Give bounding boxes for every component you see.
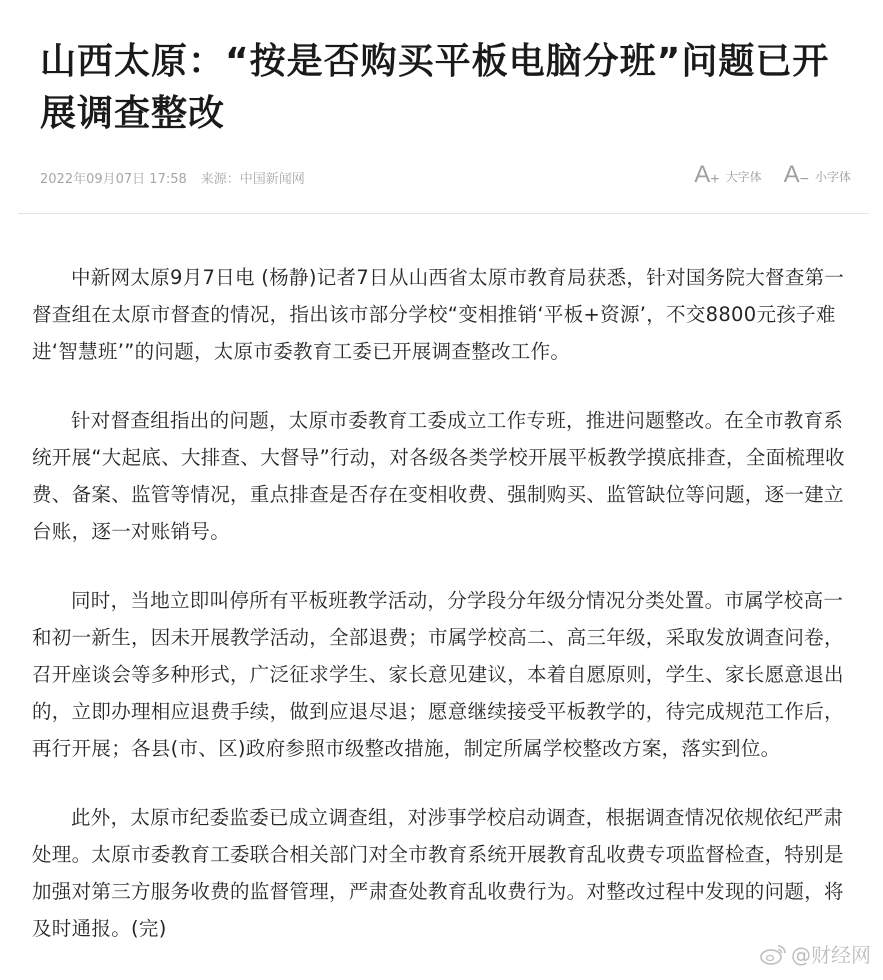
small-font-button[interactable]: [784, 163, 851, 190]
watermark-text: @财经网: [791, 943, 871, 967]
paragraph: 此外，太原市纪委监委已成立调查组，对涉事学校启动调查，根据调查情况依规依纪严肃处理。太原市委教育工委联合相关部门对全市教育系统开展教育乱收费专项监督检查，特别是加强对第三方服务收费的监督管理，严肃查处教育乱收费行为。对整改过程中发现的问题，将及时通报。(完): [32, 806, 844, 940]
weibo-icon: [759, 943, 787, 965]
watermark: [759, 939, 871, 968]
font-decrease-icon: $A_-$: [783, 161, 809, 188]
large-font-button[interactable]: [694, 163, 761, 190]
font-size-controls: [694, 163, 851, 190]
font-increase-icon: $A_+$: [694, 161, 720, 188]
small-font-label: 小字体: [814, 170, 851, 184]
article-body: [32, 259, 858, 979]
source-label: 来源：中国新闻网: [200, 172, 305, 187]
article-meta: [40, 168, 305, 187]
paragraph: 同时，当地立即叫停所有平板班教学活动，分学段分年级分情况分类处置。市属学校高一和初一新生，因未开展教学活动，全部退费；市属学校高二、高三年级，采取发放调查问卷，召开座谈会等多种形式，广泛征求学生、家长意见建议，本着自愿原则，学生、家长愿意退出的，立即办理相应退费手续，做到应退尽退；愿意继续接受平板教学的，待完成规范工作后，再行开展；各县(市、区)政府参照市级整改措施，制定所属学校整改方案，落实到位。: [32, 589, 844, 760]
paragraph: 中新网太原9月7日电 (杨静)记者7日从山西省太原市教育局获悉，针对国务院大督查第一督查组在太原市督查的情况，指出该市部分学校“变相推销‘平板+资源’，不交8800元孩子难进‘智慧班’”的问题，太原市委教育工委已开展调查整改工作。: [32, 266, 845, 363]
article-title: 山西太原：“按是否购买平板电脑分班”问题已开展调查整改: [40, 41, 830, 134]
publish-date: 2022年09月07日 17:58: [40, 172, 187, 187]
divider: [18, 213, 869, 214]
paragraph: 针对督查组指出的问题，太原市委教育工委成立工作专班，推进问题整改。在全市教育系统开展“大起底、大排查、大督导”行动，对各级各类学校开展平板教学摸底排查，全面梳理收费、备案、监管等情况，重点排查是否存在变相收费、强制购买、监管缺位等问题，逐一建立台账，逐一对账销号。: [32, 409, 845, 543]
large-font-label: 大字体: [725, 170, 762, 184]
